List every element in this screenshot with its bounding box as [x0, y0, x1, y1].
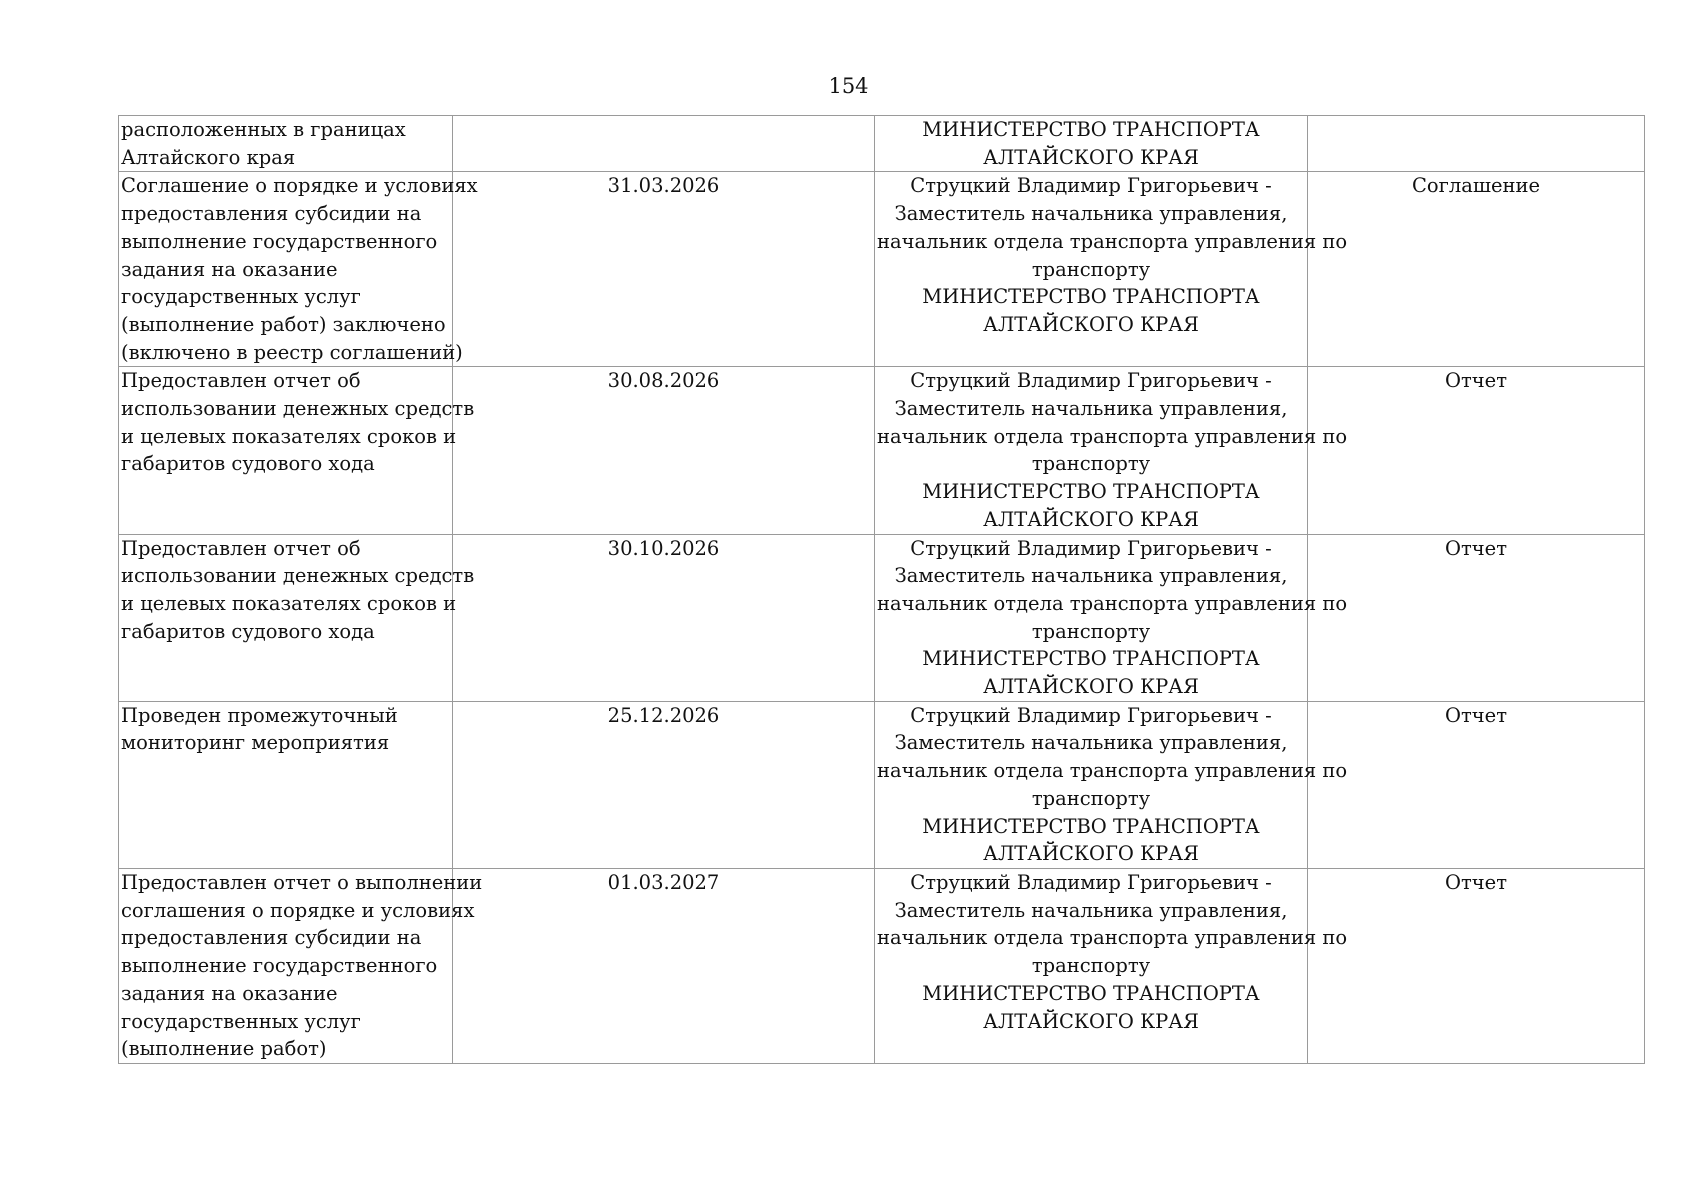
event-cell-line: соглашения о порядке и условиях [121, 898, 475, 922]
date-cell: 30.08.2026 [453, 367, 875, 534]
event-cell-line: выполнение государственного [121, 954, 438, 978]
responsible-cell [875, 116, 1308, 172]
responsible-cell-line: Заместитель начальника управления, [894, 397, 1288, 421]
document-cell [1308, 116, 1645, 172]
date-cell: 25.12.2026 [453, 701, 875, 868]
event-cell-line: Соглашение о порядке и условиях [121, 174, 478, 198]
responsible-cell-line: транспорту [1031, 954, 1151, 978]
table-row [119, 701, 1645, 868]
responsible-cell-line: начальник отдела транспорта управления по [877, 424, 1348, 448]
responsible-cell-line: МИНИСТЕРСТВО ТРАНСПОРТА [922, 981, 1260, 1005]
document-cell: Отчет [1308, 534, 1645, 701]
event-cell [119, 701, 453, 868]
event-cell-line: задания на оказание [121, 981, 338, 1005]
responsible-cell-line: АЛТАЙСКОГО КРАЯ [983, 312, 1199, 336]
table-body [119, 116, 1645, 1064]
date-cell: 30.10.2026 [453, 534, 875, 701]
responsible-cell-line: Заместитель начальника управления, [894, 898, 1288, 922]
table-row [119, 116, 1645, 172]
responsible-cell-line: транспорту [1031, 619, 1151, 643]
event-cell-line: Предоставлен отчет об [121, 369, 361, 393]
event-cell-line: и целевых показателях сроков и [121, 591, 457, 615]
event-cell-line: предоставления субсидии на [121, 202, 422, 226]
responsible-cell-line: Заместитель начальника управления, [894, 731, 1288, 755]
responsible-cell-line: МИНИСТЕРСТВО ТРАНСПОРТА [922, 285, 1260, 309]
responsible-cell-line: МИНИСТЕРСТВО ТРАНСПОРТА [922, 814, 1260, 838]
event-cell-line: государственных услуг [121, 1009, 361, 1033]
event-cell-line: (выполнение работ) заключено [121, 312, 446, 336]
document-cell: Отчет [1308, 701, 1645, 868]
event-cell-line: выполнение государственного [121, 229, 438, 253]
responsible-cell-line: начальник отдела транспорта управления по [877, 926, 1348, 950]
event-cell-line: Проведен промежуточный [121, 703, 398, 727]
date-cell [453, 116, 875, 172]
document-cell: Соглашение [1308, 172, 1645, 367]
responsible-cell-line: транспорту [1031, 257, 1151, 281]
event-cell-line: (включено в реестр соглашений) [121, 340, 463, 364]
event-cell-line: Предоставлен отчет о выполнении [121, 870, 483, 894]
event-cell-line: и целевых показателях сроков и [121, 424, 457, 448]
event-cell-line: использовании денежных средств [121, 397, 475, 421]
responsible-cell [875, 701, 1348, 868]
event-cell-line: Предоставлен отчет об [121, 536, 361, 560]
responsible-cell-line: АЛТАЙСКОГО КРАЯ [983, 145, 1199, 169]
document-cell: Отчет [1308, 868, 1645, 1063]
responsible-cell-line: АЛТАЙСКОГО КРАЯ [983, 507, 1199, 531]
event-cell-line: (выполнение работ) [121, 1037, 327, 1061]
event-cell-line: расположенных в границах [121, 118, 406, 141]
event-cell-line: государственных услуг [121, 285, 361, 309]
event-cell [119, 534, 475, 701]
event-cell-line: габаритов судового хода [121, 452, 375, 476]
responsible-cell [875, 868, 1348, 1063]
schedule-table [118, 115, 1645, 1064]
page-number: 154 [828, 74, 869, 98]
table-row [119, 367, 1645, 534]
responsible-cell [875, 534, 1348, 701]
event-cell [119, 868, 483, 1063]
table-row [119, 868, 1645, 1063]
date-cell: 31.03.2026 [453, 172, 875, 367]
responsible-cell [875, 172, 1348, 367]
responsible-cell-line: Струцкий Владимир Григорьевич - [910, 369, 1272, 393]
responsible-cell-line: Струцкий Владимир Григорьевич - [910, 536, 1272, 560]
responsible-cell-line: Струцкий Владимир Григорьевич - [910, 870, 1272, 894]
event-cell-line: Алтайского края [121, 145, 296, 169]
event-cell-line: габаритов судового хода [121, 619, 375, 643]
responsible-cell [875, 367, 1348, 534]
responsible-cell-line: АЛТАЙСКОГО КРАЯ [983, 675, 1199, 699]
responsible-cell-line: Заместитель начальника управления, [894, 202, 1288, 226]
table-row [119, 172, 1645, 367]
responsible-cell-line: Заместитель начальника управления, [894, 564, 1288, 588]
responsible-cell-line: АЛТАЙСКОГО КРАЯ [983, 842, 1199, 866]
responsible-cell-line: АЛТАЙСКОГО КРАЯ [983, 1009, 1199, 1033]
responsible-cell-line: МИНИСТЕРСТВО ТРАНСПОРТА [922, 118, 1260, 141]
event-cell-line: предоставления субсидии на [121, 926, 422, 950]
responsible-cell-line: Струцкий Владимир Григорьевич - [910, 174, 1272, 198]
event-cell-line: использовании денежных средств [121, 564, 475, 588]
document-cell: Отчет [1308, 367, 1645, 534]
responsible-cell-line: Струцкий Владимир Григорьевич - [910, 703, 1272, 727]
event-cell [119, 367, 475, 534]
responsible-cell-line: начальник отдела транспорта управления по [877, 759, 1348, 783]
event-cell [119, 172, 478, 367]
event-cell [119, 116, 453, 172]
date-cell: 01.03.2027 [453, 868, 875, 1063]
responsible-cell-line: транспорту [1031, 452, 1151, 476]
event-cell-line: мониторинг мероприятия [121, 731, 390, 755]
responsible-cell-line: начальник отдела транспорта управления по [877, 591, 1348, 615]
responsible-cell-line: МИНИСТЕРСТВО ТРАНСПОРТА [922, 647, 1260, 671]
responsible-cell-line: МИНИСТЕРСТВО ТРАНСПОРТА [922, 480, 1260, 504]
event-cell-line: задания на оказание [121, 257, 338, 281]
responsible-cell-line: начальник отдела транспорта управления по [877, 229, 1348, 253]
responsible-cell-line: транспорту [1031, 786, 1151, 810]
table-row [119, 534, 1645, 701]
